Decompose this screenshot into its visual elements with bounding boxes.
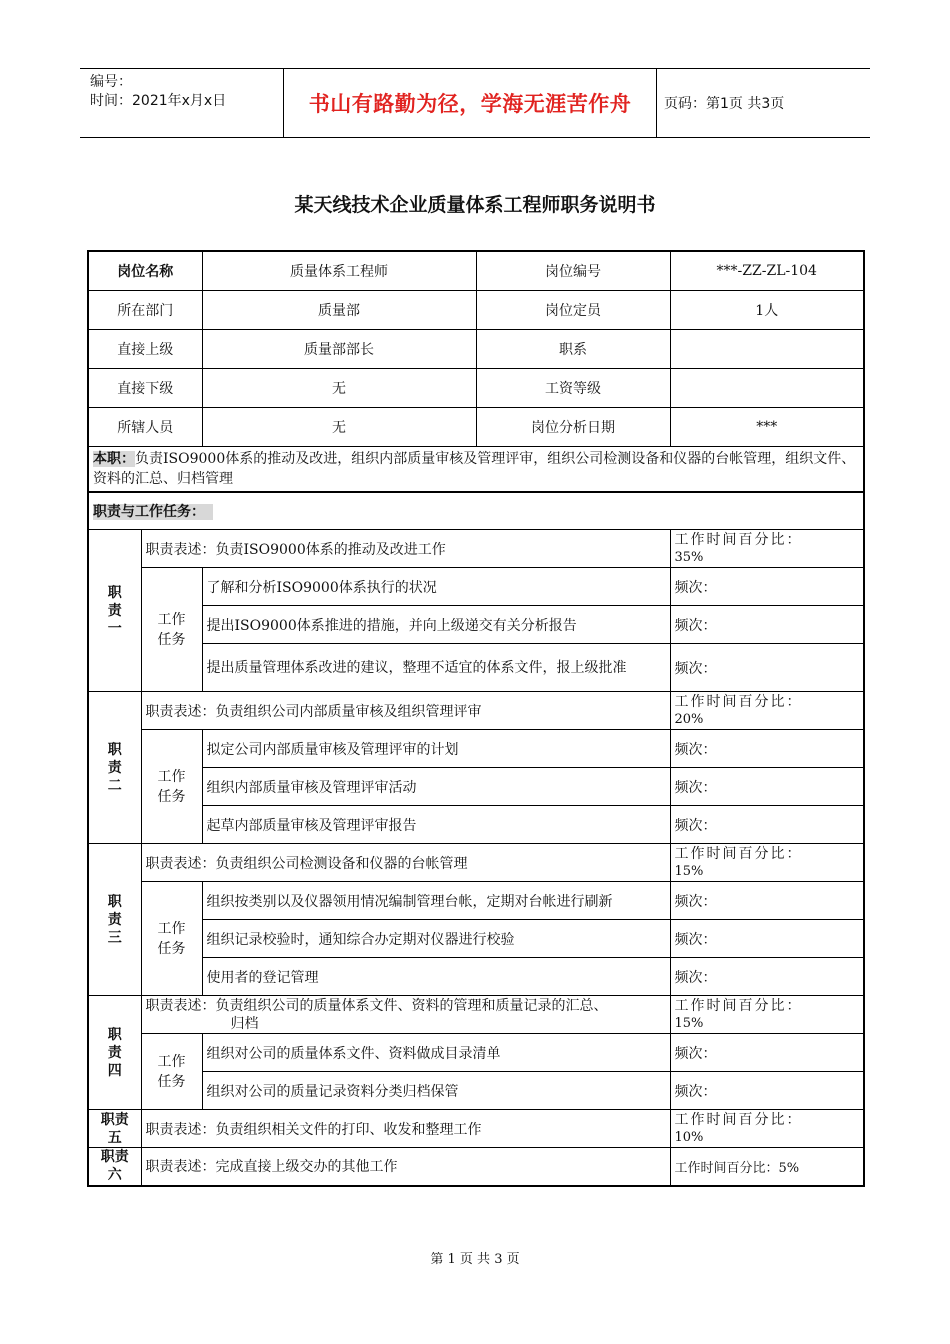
task-freq: 频次： [670, 768, 864, 806]
duty-row [88, 1148, 864, 1186]
task-freq: 频次： [670, 882, 864, 920]
task-row [88, 1072, 864, 1110]
duty-pct: 工作时间百分比：5% [670, 1148, 864, 1186]
task-row [88, 768, 864, 806]
duty-pct: 工作时间百分比： 10% [670, 1110, 864, 1148]
duty-label: 职责二 [88, 692, 141, 844]
task-label: 工作任务 [141, 882, 202, 996]
duty-desc: 职责表述：负责组织公司内部质量审核及组织管理评审 [141, 692, 670, 730]
benzhi-row [88, 447, 864, 493]
duty-label: 职责三 [88, 844, 141, 996]
task-text: 组织对公司的质量体系文件、资料做成目录清单 [202, 1034, 670, 1072]
header-motto: 书山有路勤为径，学海无涯苦作舟 [283, 69, 657, 137]
info-label: 所辖人员 [88, 408, 202, 447]
duty-label: 职责五 [88, 1110, 141, 1148]
info-value: 质量体系工程师 [202, 251, 476, 291]
document-title: 某天线技术企业质量体系工程师职务说明书 [294, 194, 656, 216]
duty-row [88, 1110, 864, 1148]
benzhi-text: 负责ISO9000体系的推动及改进，组织内部质量审核及管理评审，组织公司检测设备和仪器的台帐管理，组织文件、资料的汇总、归档管理 [93, 451, 856, 487]
code-label: 编号： [90, 74, 132, 90]
info-label: 直接下级 [88, 369, 202, 408]
task-row [88, 806, 864, 844]
info-label: 直接上级 [88, 330, 202, 369]
header-page-info: 页码：第1页 共3页 [664, 96, 785, 112]
info-label: 职系 [476, 330, 670, 369]
info-value: *** [670, 408, 864, 447]
info-value [670, 330, 864, 369]
duty-label: 职责四 [88, 996, 141, 1110]
header-meta [90, 73, 280, 111]
task-label: 工作任务 [141, 568, 202, 692]
task-text: 提出质量管理体系改进的建议，整理不适宜的体系文件，报上级批准 [202, 644, 670, 692]
duty-row [88, 996, 864, 1034]
task-text: 提出ISO9000体系推进的措施，并向上级递交有关分析报告 [202, 606, 670, 644]
info-value [670, 369, 864, 408]
duty-label: 职责六 [88, 1148, 141, 1186]
task-text: 拟定公司内部质量审核及管理评审的计划 [202, 730, 670, 768]
duty-row [88, 530, 864, 568]
duty-desc: 职责表述：负责组织公司检测设备和仪器的台帐管理 [141, 844, 670, 882]
info-value: 质量部 [202, 291, 476, 330]
duty-pct: 工作时间百分比： 15% [670, 996, 864, 1034]
info-label: 岗位定员 [476, 291, 670, 330]
duty-row [88, 844, 864, 882]
info-row [88, 291, 864, 330]
duty-desc: 职责表述：负责ISO9000体系的推动及改进工作 [141, 530, 670, 568]
task-label: 工作任务 [141, 730, 202, 844]
task-row [88, 882, 864, 920]
duty-label: 职责一 [88, 530, 141, 692]
info-row [88, 408, 864, 447]
info-row [88, 369, 864, 408]
task-text: 起草内部质量审核及管理评审报告 [202, 806, 670, 844]
info-value: 1人 [670, 291, 864, 330]
task-row [88, 920, 864, 958]
info-label: 岗位分析日期 [476, 408, 670, 447]
info-row [88, 330, 864, 369]
task-text: 组织对公司的质量记录资料分类归档保管 [202, 1072, 670, 1110]
benzhi-label: 本职： [93, 451, 135, 467]
info-value: 质量部部长 [202, 330, 476, 369]
duty-desc: 职责表述：完成直接上级交办的其他工作 [141, 1148, 670, 1186]
task-freq: 频次： [670, 958, 864, 996]
task-text: 了解和分析ISO9000体系执行的状况 [202, 568, 670, 606]
duty-desc: 职责表述：负责组织相关文件的打印、收发和整理工作 [141, 1110, 670, 1148]
info-value: ***-ZZ-ZL-104 [670, 251, 864, 291]
benzhi-cell [88, 447, 864, 493]
info-label: 工资等级 [476, 369, 670, 408]
task-freq: 频次： [670, 806, 864, 844]
task-row [88, 568, 864, 606]
task-text: 组织按类别以及仪器领用情况编制管理台帐，定期对台帐进行刷新 [202, 882, 670, 920]
page-footer: 第 1 页 共 3 页 [430, 1252, 520, 1267]
task-row [88, 1034, 864, 1072]
task-text: 使用者的登记管理 [202, 958, 670, 996]
task-row [88, 958, 864, 996]
task-freq: 频次： [670, 730, 864, 768]
task-freq: 频次： [670, 606, 864, 644]
info-value: 无 [202, 369, 476, 408]
info-label: 所在部门 [88, 291, 202, 330]
duty-pct: 工作时间百分比： 20% [670, 692, 864, 730]
job-description-table [87, 250, 865, 1187]
task-row [88, 644, 864, 692]
task-row [88, 730, 864, 768]
task-freq: 频次： [670, 568, 864, 606]
duty-desc: 职责表述：负责组织公司的质量体系文件、资料的管理和质量记录的汇总、 归档 [141, 996, 670, 1034]
info-label: 岗位名称 [88, 251, 202, 291]
duty-pct: 工作时间百分比： 35% [670, 530, 864, 568]
section-heading: 职责与工作任务： [88, 492, 864, 530]
task-row [88, 606, 864, 644]
info-value: 无 [202, 408, 476, 447]
task-label: 工作任务 [141, 1034, 202, 1110]
task-freq: 频次： [670, 644, 864, 692]
task-text: 组织记录校验时，通知综合办定期对仪器进行校验 [202, 920, 670, 958]
task-text: 组织内部质量审核及管理评审活动 [202, 768, 670, 806]
time-label: 时间：2021年x月x日 [90, 93, 227, 109]
duty-row [88, 692, 864, 730]
info-label: 岗位编号 [476, 251, 670, 291]
section-heading-row [88, 492, 864, 530]
task-freq: 频次： [670, 1034, 864, 1072]
info-row [88, 251, 864, 291]
page-header [80, 68, 870, 138]
task-freq: 频次： [670, 920, 864, 958]
duty-pct: 工作时间百分比： 15% [670, 844, 864, 882]
task-freq: 频次： [670, 1072, 864, 1110]
